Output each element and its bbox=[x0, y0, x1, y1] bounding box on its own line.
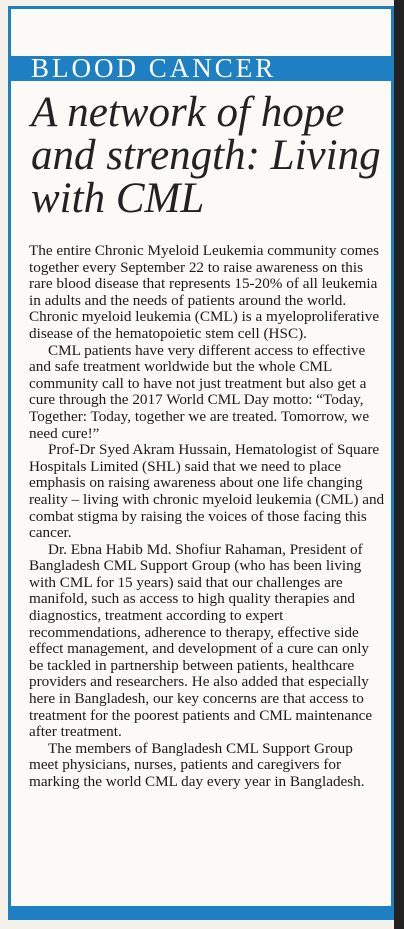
bottom-accent-bar bbox=[8, 906, 394, 920]
paragraph-2: CML patients have very different access to effective and safe treatment worldwide but the whole CML community call to have not just treatment but also get a cure through the 2017 World CML Day motto: “Today, Together: Today, together we are treated. Tomorrow, we need cure!” bbox=[29, 341, 370, 442]
paragraph-5: The members of Bangladesh CML Support Group meet physicians, nurses, patients and caregivers for marking the world CML day every year in Bangladesh. bbox=[29, 739, 365, 790]
section-label: BLOOD CANCER bbox=[31, 53, 277, 83]
page-edge-bar bbox=[394, 0, 404, 929]
section-banner bbox=[11, 53, 391, 83]
paragraph-3: Prof-Dr Syed Akram Hussain, Hematologist of Square Hospitals Limited (SHL) said that we need to place emphasis on raising awareness about one life changing reality – living with chronic myeloid leukemia (CML) and combat stigma by raising the voices of those facing this cancer. bbox=[29, 441, 385, 542]
paragraph-1: The entire Chronic Myeloid Leukemia community comes together every September 22 to raise awareness on this rare blood disease that represents 15-20% of all leukemia in adults and the needs of patients around the world. Chronic myeloid leukemia (CML) is a myeloproliferative disease of the hematopoietic stem cell (HSC). bbox=[29, 242, 380, 342]
headline: A network of hope and strength: Living with CML bbox=[31, 89, 381, 222]
article-body bbox=[29, 243, 385, 791]
paragraph-4: Dr. Ebna Habib Md. Shofiur Rahaman, President of Bangladesh CML Support Group (who has been living with CML for 15 years) said that our challenges are manifold, such as access to high quality therapies and diagnostics, treatment according to expert recommendations, adherence to therapy, effective side effect management, and development of a cure can only be tackled in partnership between patients, healthcare providers and researchers. He also added that especially here in Bangladesh, our key concerns are that access to treatment for the poorest patients and CML maintenance after treatment. bbox=[29, 540, 373, 741]
article-box bbox=[8, 6, 394, 920]
